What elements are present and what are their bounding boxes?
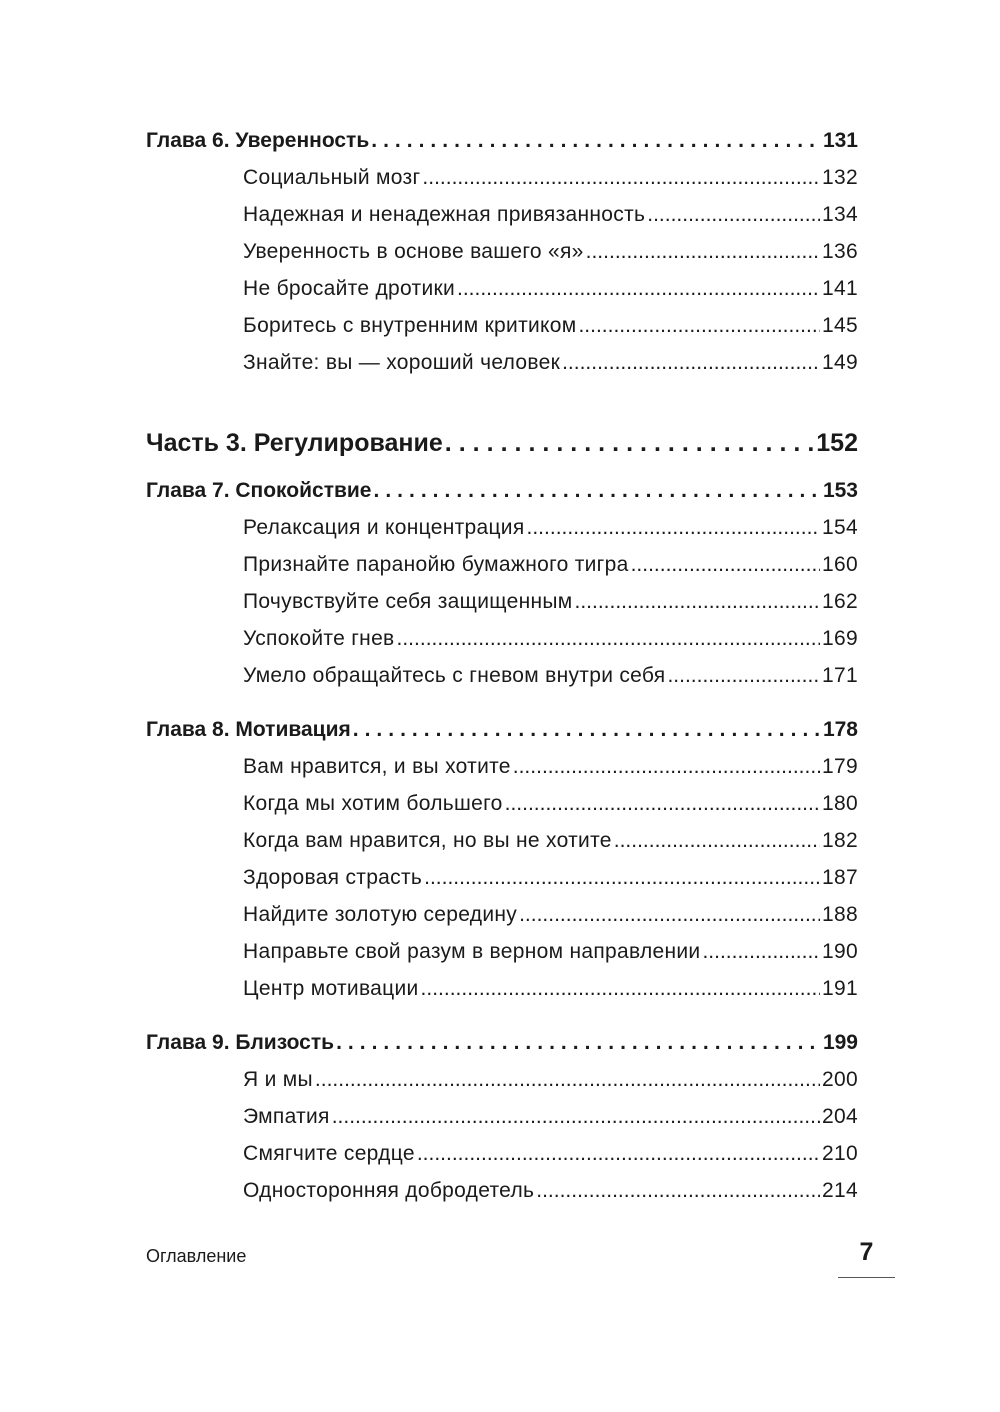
entry-page: 160 [822, 553, 858, 576]
entry-title: Направьте свой разум в верном направлении [243, 940, 701, 963]
leader-dots [336, 1024, 821, 1061]
entry-page: 136 [822, 240, 858, 263]
toc-entry[interactable] [243, 822, 858, 859]
entry-title: Когда мы хотим большего [243, 792, 503, 815]
leader-dots [424, 859, 820, 896]
toc-entry[interactable] [243, 1061, 858, 1098]
toc-entry[interactable] [243, 344, 858, 381]
leader-dots [421, 970, 821, 1007]
toc-entry[interactable] [243, 233, 858, 270]
toc-chapter-6[interactable] [146, 122, 858, 159]
chapter-title: Глава 7. Спокойствие [146, 479, 372, 502]
entry-title: Почувствуйте себя защищенным [243, 590, 573, 613]
entry-title: Я и мы [243, 1068, 313, 1091]
toc-entry[interactable] [243, 970, 858, 1007]
leader-dots [562, 344, 820, 381]
leader-dots [373, 472, 820, 509]
leader-dots [371, 122, 821, 159]
entry-page: 179 [822, 755, 858, 778]
toc-entry[interactable] [243, 307, 858, 344]
entry-title: Релаксация и концентрация [243, 516, 525, 539]
part-page: 152 [816, 429, 858, 457]
toc-entry[interactable] [243, 785, 858, 822]
entry-title: Успокойте гнев [243, 627, 395, 650]
chapter-title: Глава 6. Уверенность [146, 129, 370, 152]
footer-section-label: Оглавление [146, 1246, 247, 1266]
entry-page: 134 [822, 203, 858, 226]
entry-title: Найдите золотую середину [243, 903, 518, 926]
chapter-page: 178 [822, 718, 858, 741]
entry-title: Умело обращайтесь с гневом внутри себя [243, 664, 666, 687]
entry-page: 200 [822, 1068, 858, 1091]
toc-entry[interactable] [243, 1098, 858, 1135]
entry-page: 214 [822, 1179, 858, 1202]
page-number-rule [838, 1277, 895, 1278]
chapter-page: 131 [822, 129, 858, 152]
toc-entry[interactable] [243, 509, 858, 546]
toc-entry[interactable] [243, 196, 858, 233]
leader-dots [422, 159, 820, 196]
chapter-title: Глава 9. Близость [146, 1031, 335, 1054]
leader-dots [614, 822, 820, 859]
toc-entry[interactable] [243, 159, 858, 196]
leader-dots [578, 307, 820, 344]
entry-page: 141 [822, 277, 858, 300]
leader-dots [527, 509, 821, 546]
leader-dots [353, 711, 821, 748]
table-of-contents [146, 122, 858, 1209]
toc-entry[interactable] [243, 620, 858, 657]
section-gap [146, 381, 858, 419]
leader-dots [332, 1098, 820, 1135]
chapter-title: Глава 8. Мотивация [146, 718, 351, 741]
entry-page: 182 [822, 829, 858, 852]
toc-entry[interactable] [243, 859, 858, 896]
entry-page: 171 [822, 664, 858, 687]
entry-page: 169 [822, 627, 858, 650]
entry-title: Боритесь с внутренним критиком [243, 314, 577, 337]
entry-page: 204 [822, 1105, 858, 1128]
toc-chapter-7[interactable] [146, 472, 858, 509]
toc-entry[interactable] [243, 896, 858, 933]
section-gap [146, 694, 858, 711]
entry-page: 162 [822, 590, 858, 613]
leader-dots [417, 1135, 820, 1172]
part-title: Часть 3. Регулирование [146, 429, 443, 457]
entry-title: Односторонняя добродетель [243, 1179, 535, 1202]
section-gap [146, 1007, 858, 1024]
chapter-page: 199 [822, 1031, 858, 1054]
leader-dots [586, 233, 820, 270]
leader-dots [513, 748, 820, 785]
entry-title: Эмпатия [243, 1105, 330, 1128]
toc-entry[interactable] [243, 1135, 858, 1172]
entry-page: 188 [822, 903, 858, 926]
entry-page: 191 [822, 977, 858, 1000]
leader-dots [647, 196, 820, 233]
entry-title: Знайте: вы — хороший человек [243, 351, 561, 374]
leader-dots [397, 620, 821, 657]
leader-dots [457, 270, 820, 307]
toc-entry[interactable] [243, 657, 858, 694]
toc-entry[interactable] [243, 933, 858, 970]
toc-part-3[interactable] [146, 419, 858, 468]
entry-page: 190 [822, 940, 858, 963]
leader-dots [519, 896, 820, 933]
entry-title: Центр мотивации [243, 977, 419, 1000]
leader-dots [536, 1172, 820, 1209]
leader-dots [445, 419, 815, 468]
entry-page: 187 [822, 866, 858, 889]
leader-dots [315, 1061, 820, 1098]
toc-entry[interactable] [243, 546, 858, 583]
leader-dots [575, 583, 821, 620]
entry-title: Здоровая страсть [243, 866, 423, 889]
leader-dots [631, 546, 820, 583]
entry-title: Социальный мозг [243, 166, 421, 189]
entry-page: 132 [822, 166, 858, 189]
toc-chapter-8[interactable] [146, 711, 858, 748]
toc-chapter-9[interactable] [146, 1024, 858, 1061]
toc-entry[interactable] [243, 748, 858, 785]
chapter-page: 153 [822, 479, 858, 502]
entry-title: Не бросайте дротики [243, 277, 455, 300]
leader-dots [667, 657, 820, 694]
toc-entry[interactable] [243, 270, 858, 307]
leader-dots [505, 785, 820, 822]
entry-title: Надежная и ненадежная привязанность [243, 203, 646, 226]
toc-entry[interactable] [243, 583, 858, 620]
entry-title: Уверенность в основе вашего «я» [243, 240, 584, 263]
entry-page: 180 [822, 792, 858, 815]
entry-page: 149 [822, 351, 858, 374]
entry-title: Смягчите сердце [243, 1142, 415, 1165]
entry-page: 145 [822, 314, 858, 337]
entry-title: Когда вам нравится, но вы не хотите [243, 829, 612, 852]
entry-page: 210 [822, 1142, 858, 1165]
entry-title: Вам нравится, и вы хотите [243, 755, 511, 778]
entry-page: 154 [822, 516, 858, 539]
toc-entry[interactable] [243, 1172, 858, 1209]
page-number: 7 [859, 1238, 874, 1266]
entry-title: Признайте паранойю бумажного тигра [243, 553, 629, 576]
leader-dots [702, 933, 820, 970]
